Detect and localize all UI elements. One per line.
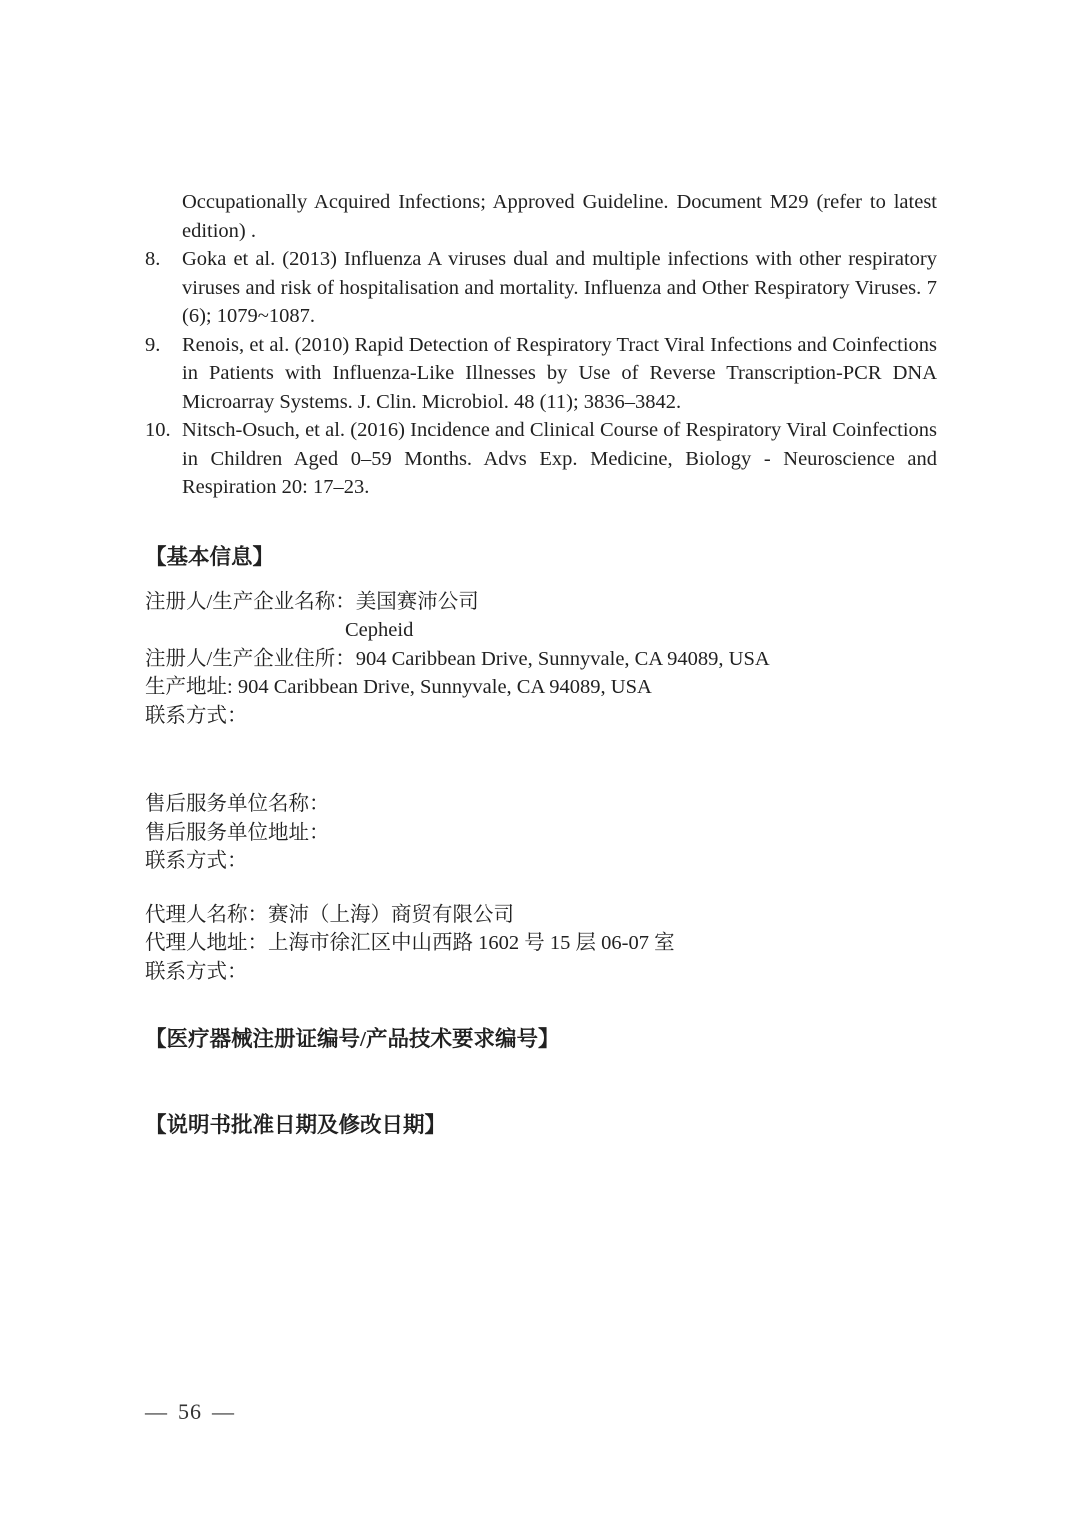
agent-name-label: 代理人名称：	[145, 903, 268, 926]
agent-name-line	[145, 901, 937, 930]
registrant-address-line	[145, 645, 937, 674]
after-sales-contact-line	[145, 847, 937, 876]
production-address-value: 904 Caribbean Drive, Sunnyvale, CA 94089, USA	[237, 676, 652, 698]
reference-list	[145, 188, 937, 502]
registrant-address-value: 904 Caribbean Drive, Sunnyvale, CA 94089, USA	[355, 647, 770, 670]
agent-name-value: 赛沛（上海）商贸有限公司	[268, 903, 514, 926]
after-sales-name-line	[145, 790, 937, 819]
agent-address-line	[145, 929, 937, 958]
after-sales-address-label: 售后服务单位地址：	[145, 821, 330, 844]
reference-number: 9.	[145, 333, 161, 356]
reference-continuation: Occupationally Acquired Infections; Approved Guideline. Document M29 (refer to latest edition) .	[182, 191, 937, 242]
registration-number-heading: 【医疗器械注册证编号/产品技术要求编号】	[145, 1027, 560, 1051]
registrant-name-value: 美国赛沛公司	[355, 590, 479, 613]
after-sales-contact-label: 联系方式：	[145, 850, 248, 872]
agent-address-label: 代理人地址：	[145, 932, 268, 954]
registrant-name-line	[145, 588, 937, 617]
contact-label: 联系方式：	[145, 704, 248, 727]
contact-line	[145, 702, 937, 731]
page-number-dash-right: —	[212, 1399, 235, 1424]
production-address-line	[145, 673, 937, 702]
page-number	[145, 1398, 235, 1426]
agent-address-value: 上海市徐汇区中山西路 1602 号 15 层 06-07 室	[268, 932, 675, 954]
basic-info-heading: 【基本信息】	[145, 544, 275, 569]
registrant-name-english: Cepheid	[345, 619, 414, 641]
reference-text: Nitsch-Osuch, et al. (2016) Incidence and Clinical Course of Respiratory Viral Coinfections in Children Aged 0–59 Months. Advs Exp. Medicine, Biology - Neuroscience and Respiration 20: 17–23.	[182, 419, 937, 498]
reference-item-10	[145, 416, 937, 502]
approval-date-heading: 【说明书批准日期及修改日期】	[145, 1113, 447, 1137]
page-content	[145, 188, 937, 1140]
agent-contact-line	[145, 958, 937, 987]
page-number-value: 56	[178, 1399, 202, 1424]
after-sales-name-label: 售后服务单位名称：	[145, 793, 330, 815]
reference-text: Renois, et al. (2010) Rapid Detection of Respiratory Tract Viral Infections and Coinfections in Patients with Influenza-Like Illnesses by Use of Reverse Transcription-PCR DNA Microarray Systems. J. Clin. Microbiol. 48 (11); 3836–3842.	[182, 333, 937, 413]
reference-number: 8.	[145, 248, 161, 270]
page-number-dash-left: —	[145, 1399, 168, 1424]
reference-item-8	[145, 245, 937, 331]
agent-contact-label: 联系方式：	[145, 960, 248, 983]
production-address-label: 生产地址:	[145, 676, 238, 698]
registrant-address-label: 注册人/生产企业住所：	[145, 647, 356, 670]
reference-number: 10.	[145, 419, 171, 441]
registrant-name-label: 注册人/生产企业名称：	[145, 590, 356, 613]
after-sales-address-line	[145, 819, 937, 848]
reference-text: Goka et al. (2013) Influenza A viruses dual and multiple infections with other respiratory viruses and risk of hospitalisation and mortality. Influenza and Other Respiratory Viruses. 7 (6); 1079~1087.	[182, 248, 937, 327]
reference-item-9	[145, 331, 937, 417]
